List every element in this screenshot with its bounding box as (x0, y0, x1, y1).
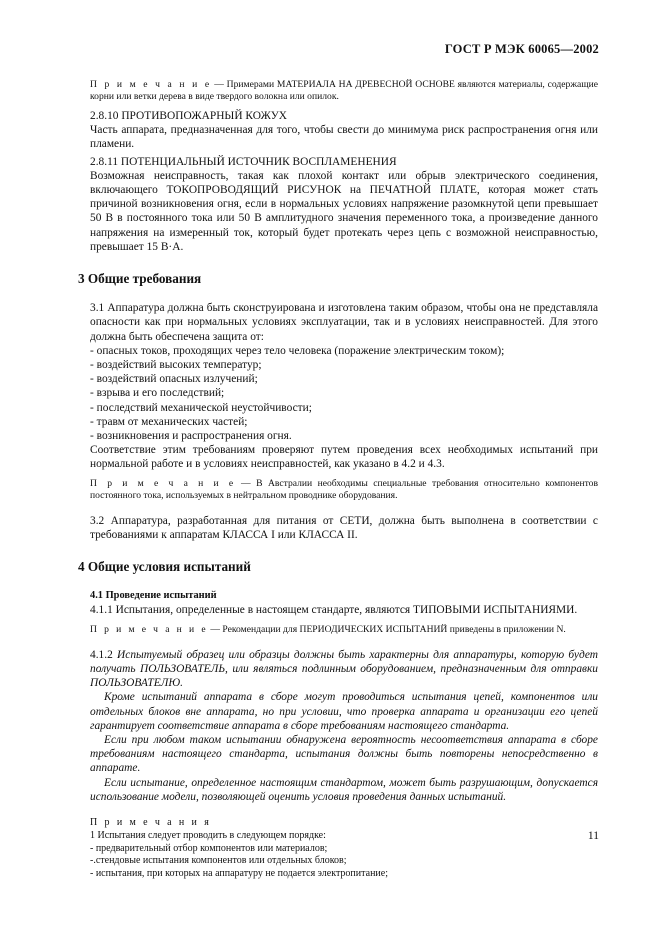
section-3-title: 3 Общие требования (78, 271, 202, 287)
list-item: - травм от механических частей; (90, 415, 248, 428)
clause-4-1-2 (90, 648, 598, 691)
note-text: — Рекомендации для ПЕРИОДИЧЕСКИХ ИСПЫТАНИЙ приведены в приложении N. (207, 623, 566, 635)
clause-3-1: 3.1 Аппаратура должна быть сконструирована и изготовлена таким образом, чтобы она не представляла опасности как при нормальных условиях эксплуатации, так и в условиях неисправностей. Для этого должна быть обеспечена защита от: (90, 302, 598, 343)
clause-4-1-2-para-3: Если при любом таком испытании обнаружена вероятность несоответствия аппарата в сборе требованиям настоящего стандарта, испытания должны быть повторены непосредственно в аппарате. (90, 733, 598, 775)
page-number: 11 (587, 830, 599, 842)
list-item: 1 Испытания следует проводить в следующем порядке: (90, 830, 326, 842)
note-wood-material (90, 79, 598, 103)
clause-4-1-1: 4.1.1 Испытания, определенные в настоящем стандарте, являются ТИПОВЫМИ ИСПЫТАНИЯМИ. (90, 604, 578, 617)
list-item: -.стендовые испытания компонентов или отдельных блоков; (90, 855, 347, 867)
list-item: - опасных токов, проходящих через тело человека (поражение электрическим током); (90, 344, 505, 357)
term-title-fire-enclosure: 2.8.10 ПРОТИВОПОЖАРНЫЙ КОЖУХ (90, 110, 288, 122)
list-item: - возникновения и распространения огня. (90, 430, 292, 443)
note-label: П р и м е ч а н и е (90, 477, 236, 489)
clause-4-1-title: 4.1 Проведение испытаний (90, 590, 217, 602)
notes-heading: П р и м е ч а н и я (90, 816, 212, 828)
note-label: П р и м е ч а н и е (90, 79, 212, 90)
clause-3-1-compliance: Соответствие этим требованиям проверяют путем проведения всех необходимых испытаний при нормальной работе и в условиях неисправностей, как указано в 4.2 и 4.3. (90, 444, 598, 471)
term-text-ignition-source: Возможная неисправность, такая как плохой контакт или обрыв электрического соединения, включающего ТОКОПРОВОДЯЩИЙ РИСУНОК на ПЕЧАТНОЙ ПЛАТЕ, которая может стать причиной возникновения огня, если в нормальных условиях напряжение разомкнутой цепи превышает 50 В в постоянного тока или 50 В амплитудного значения переменного тока, а произведение данного напряжения на измеренный ток, который будет протекать через цепь с возможной неисправностью, превышает 15 В·А. (90, 169, 598, 253)
clause-text: Испытуемый образец или образцы должны быть характерны для аппаратуры, которую будет получать ПОЛЬЗОВАТЕЛЬ, или являться подлинным оборудованием, предназначенным для отправки ПОЛЬЗОВАТЕЛЮ. (90, 648, 598, 690)
clause-number: 4.1.2 (90, 648, 118, 661)
list-item: - воздействий опасных излучений; (90, 373, 258, 386)
section-4-title: 4 Общие условия испытаний (78, 559, 251, 575)
term-text-fire-enclosure: Часть аппарата, предназначенная для того, чтобы свести до минимума риск распространения огня или пламени. (90, 124, 598, 151)
clause-4-1-2-para-4: Если испытание, определенное настоящим стандартом, может быть разрушающим, допускается использование модели, позволяющей оценить условия проведения данных испытаний. (90, 776, 598, 803)
protection-list (90, 344, 598, 443)
list-item: - предварительный отбор компонентов или материалов; (90, 842, 328, 854)
list-item: - испытания, при которых на аппаратуру не подается электропитание; (90, 867, 388, 879)
list-item: - взрыва и его последствий; (90, 387, 225, 400)
list-item: - последствий механической неустойчивости; (90, 401, 312, 414)
term-title-ignition-source: 2.8.11 ПОТЕНЦИАЛЬНЫЙ ИСТОЧНИК ВОСПЛАМЕНЕНИЯ (90, 155, 397, 168)
note-text: — В Австралии необходимы специальные требования относительно компонентов постоянного тока, используемых в нейтральном проводнике оборудования. (90, 477, 598, 501)
notes-list (90, 830, 598, 880)
note-text: — Примерами МАТЕРИАЛА НА ДРЕВЕСНОЙ ОСНОВЕ являются материалы, содержащие корни или ветки дерева в виде твердого волокна или опилок. (90, 79, 598, 102)
list-item: - воздействий высоких температур; (90, 359, 262, 372)
clause-3-2: 3.2 Аппаратура, разработанная для питания от СЕТИ, должна быть выполнена в соответствии с требованиями к аппаратам КЛАССА I или КЛАССА II. (90, 514, 598, 541)
note-label: П р и м е ч а н и е (90, 623, 208, 635)
note-australia (90, 478, 598, 502)
page-content (78, 79, 598, 881)
standard-header: ГОСТ Р МЭК 60065—2002 (444, 42, 599, 56)
note-periodic-tests (90, 624, 598, 636)
clause-4-1-2-para-2: Кроме испытаний аппарата в сборе могут проводиться испытания цепей, компонентов или отдельных блоков вне аппарата, но при условии, что проверка аппарата и организации его цепей гарантирует соответствие аппарата в сборе требованиям настоящего стандарта. (90, 691, 598, 732)
